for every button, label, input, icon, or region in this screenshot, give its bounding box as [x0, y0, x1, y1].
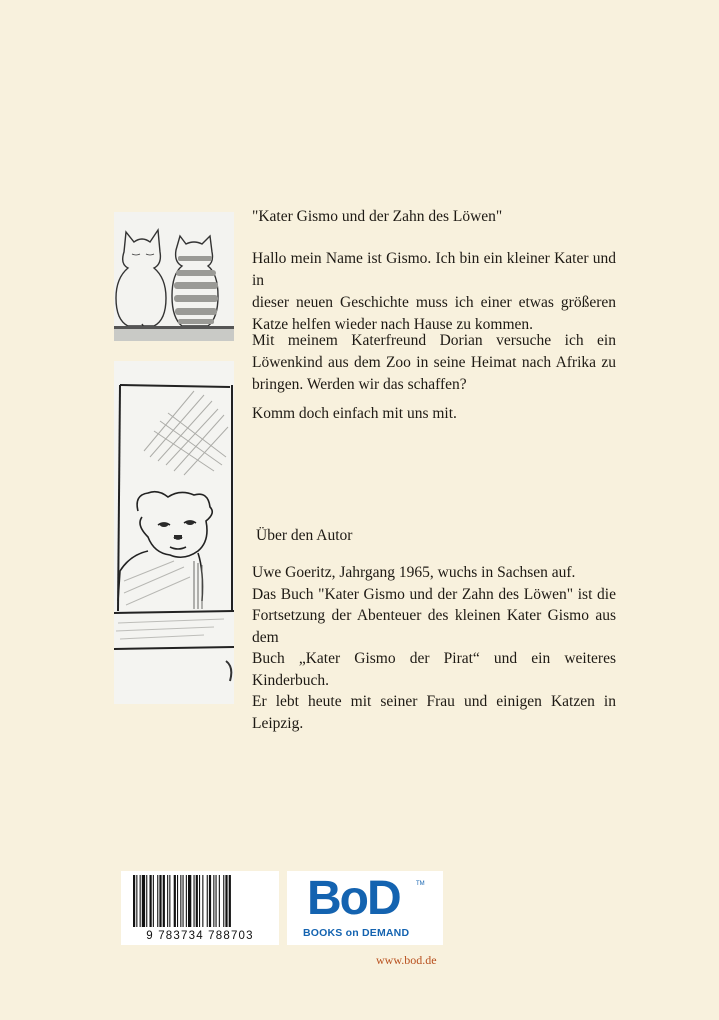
barcode-bar: [229, 875, 231, 927]
author-heading: [256, 525, 620, 547]
author-bio-line: Das Buch "Kater Gismo und der Zahn des Löwen" ist die: [252, 585, 616, 603]
blurb-line: Katze helfen wieder nach Hause zu kommen.: [252, 316, 534, 333]
barcode-bar: [202, 875, 203, 927]
barcode-bar: [199, 875, 200, 927]
bod-logo-text: BoD: [307, 872, 400, 925]
barcode-bar: [207, 875, 208, 927]
barcode-bars: [121, 875, 279, 933]
barcode-bar: [186, 875, 187, 927]
barcode-bar: [169, 875, 170, 927]
barcode-bar: [194, 875, 195, 927]
publisher-logo: [287, 871, 443, 945]
blurb-paragraph-3: [252, 403, 616, 425]
barcode-bar: [133, 875, 135, 927]
author-bio-line: Er lebt heute mit seiner Frau und einigen Katzen in Leipzig.: [252, 693, 616, 732]
blurb-line: Löwenkind aus dem Zoo in seine Heimat nach Afrika zu: [252, 354, 616, 371]
barcode-bar: [159, 875, 161, 927]
blurb-line: Komm doch einfach mit uns mit.: [252, 405, 457, 422]
barcode-bar: [150, 875, 152, 927]
barcode-bar: [174, 875, 176, 927]
barcode-bar: [209, 875, 211, 927]
barcode-bar: [146, 875, 147, 927]
barcode-bar: [167, 875, 168, 927]
blurb-line: dieser neuen Geschichte muss ich einer etwas größeren: [252, 294, 616, 311]
barcode-bar: [188, 875, 191, 927]
publisher-tagline: BOOKS on DEMAND: [303, 927, 410, 939]
barcode-bar: [223, 875, 224, 927]
blurb-line: bringen. Werden wir das schaffen?: [252, 376, 467, 393]
barcode-bar: [196, 875, 198, 927]
barcode-bar: [213, 875, 214, 927]
lion-illustration: [114, 361, 234, 704]
blurb-paragraph-1: [252, 248, 616, 336]
publisher-website-link[interactable]: www.bod.de: [376, 953, 437, 967]
author-heading-text: Über den Autor: [256, 527, 353, 544]
author-bio-line: Buch „Kater Gismo der Pirat“ und ein weiteres Kinderbuch.: [252, 650, 616, 689]
barcode-bar: [140, 875, 141, 927]
cats-illustration: [114, 212, 234, 341]
book-title: "Kater Gismo und der Zahn des Löwen": [252, 208, 503, 225]
blurb-paragraph-2: [252, 330, 616, 396]
barcode-bar: [216, 875, 217, 927]
barcode-bar: [180, 875, 181, 927]
blurb-line: Mit meinem Katerfreund Dorian versuche ich ein: [252, 332, 616, 349]
barcode-bar: [153, 875, 154, 927]
barcode-bar: [183, 875, 184, 927]
author-bio: [252, 562, 616, 734]
barcode-bar: [136, 875, 137, 927]
author-bio-line: Uwe Goeritz, Jahrgang 1965, wuchs in Sachsen auf.: [252, 564, 576, 581]
barcode-bar: [163, 875, 165, 927]
barcode-bar: [219, 875, 220, 927]
barcode-bar: [157, 875, 158, 927]
author-bio-line: Fortsetzung der Abenteuer des kleinen Kater Gismo aus dem: [252, 607, 616, 646]
barcode-bar: [142, 875, 145, 927]
isbn-barcode: [121, 871, 279, 945]
trademark-mark: TM: [416, 881, 425, 887]
barcode-digits: 9 783734 788703: [146, 930, 254, 942]
barcode-bar: [225, 875, 227, 927]
blurb-line: Hallo mein Name ist Gismo. Ich bin ein kleiner Kater und in: [252, 250, 616, 289]
barcode-bar: [177, 875, 178, 927]
